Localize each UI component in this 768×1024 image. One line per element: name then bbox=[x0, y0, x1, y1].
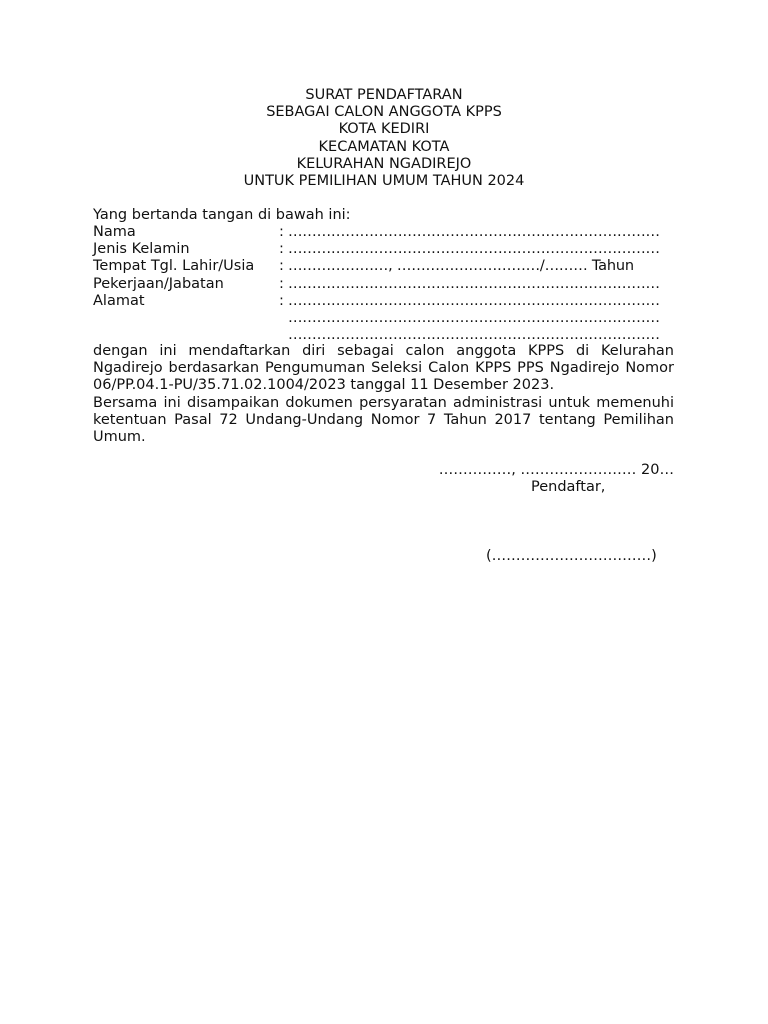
field-blank: …………………, …………………………/……… Tahun bbox=[288, 258, 634, 275]
field-occupation bbox=[93, 276, 678, 293]
field-label: Nama bbox=[93, 224, 136, 240]
applicant-fields bbox=[93, 224, 678, 344]
signer-name-placeholder: (……………………………) bbox=[486, 548, 657, 564]
field-blank: …………………………………………………………………… bbox=[288, 275, 660, 292]
field-address-line-2 bbox=[93, 310, 678, 327]
field-blank: …………………………………………………………………… bbox=[288, 309, 660, 326]
signature-block bbox=[400, 462, 674, 564]
field-blank: …………………………………………………………………… bbox=[288, 327, 660, 344]
field-colon: : bbox=[279, 258, 284, 275]
title-line: UNTUK PEMILIHAN UMUM TAHUN 2024 bbox=[243, 173, 525, 190]
title-line: SURAT PENDAFTARAN bbox=[305, 87, 463, 103]
intro-text: Yang bertanda tangan di bawah ini: bbox=[93, 207, 351, 223]
place-date-line: ……………, …………………… 20… bbox=[438, 462, 674, 478]
signer-role: Pendaftar, bbox=[531, 479, 606, 495]
field-gender bbox=[93, 241, 678, 258]
letter-body bbox=[93, 343, 674, 446]
field-address bbox=[93, 293, 678, 310]
title-line: KECAMATAN KOTA bbox=[318, 138, 450, 155]
field-label: Pekerjaan/Jabatan bbox=[93, 275, 224, 292]
field-blank: …………………………………………………………………… bbox=[288, 224, 660, 240]
field-label: Tempat Tgl. Lahir/Usia bbox=[93, 258, 255, 275]
field-name bbox=[93, 224, 678, 241]
field-address-line-3 bbox=[93, 327, 678, 344]
field-label: Jenis Kelamin bbox=[93, 241, 190, 258]
title-line: KELURAHAN NGADIREJO bbox=[296, 155, 472, 172]
documents-paragraph: Bersama ini disampaikan dokumen persyaratan administrasi untuk memenuhi ketentuan Pasal 72 Undang-Undang Nomor 7 Tahun 2017 tentang Pemilihan Umum. bbox=[93, 394, 674, 446]
field-colon: : bbox=[279, 224, 284, 240]
letter-title bbox=[0, 87, 768, 190]
field-colon: : bbox=[279, 275, 284, 292]
field-label: Alamat bbox=[93, 292, 145, 309]
title-line: KOTA KEDIRI bbox=[338, 121, 430, 138]
title-line: SEBAGAI CALON ANGGOTA KPPS bbox=[266, 104, 502, 121]
field-colon: : bbox=[279, 292, 284, 309]
registration-paragraph: dengan ini mendaftarkan diri sebagai calon anggota KPPS di Kelurahan Ngadirejo berdasarkan Pengumuman Seleksi Calon KPPS PPS Ngadirejo Nomor 06/PP.04.1-PU/35.71.02.1004/2023 tanggal 11 Desember 2023. bbox=[93, 343, 674, 394]
field-blank: …………………………………………………………………… bbox=[288, 292, 660, 309]
field-colon: : bbox=[279, 241, 284, 258]
field-blank: …………………………………………………………………… bbox=[288, 241, 660, 258]
field-birth-place-date-age bbox=[93, 258, 678, 275]
